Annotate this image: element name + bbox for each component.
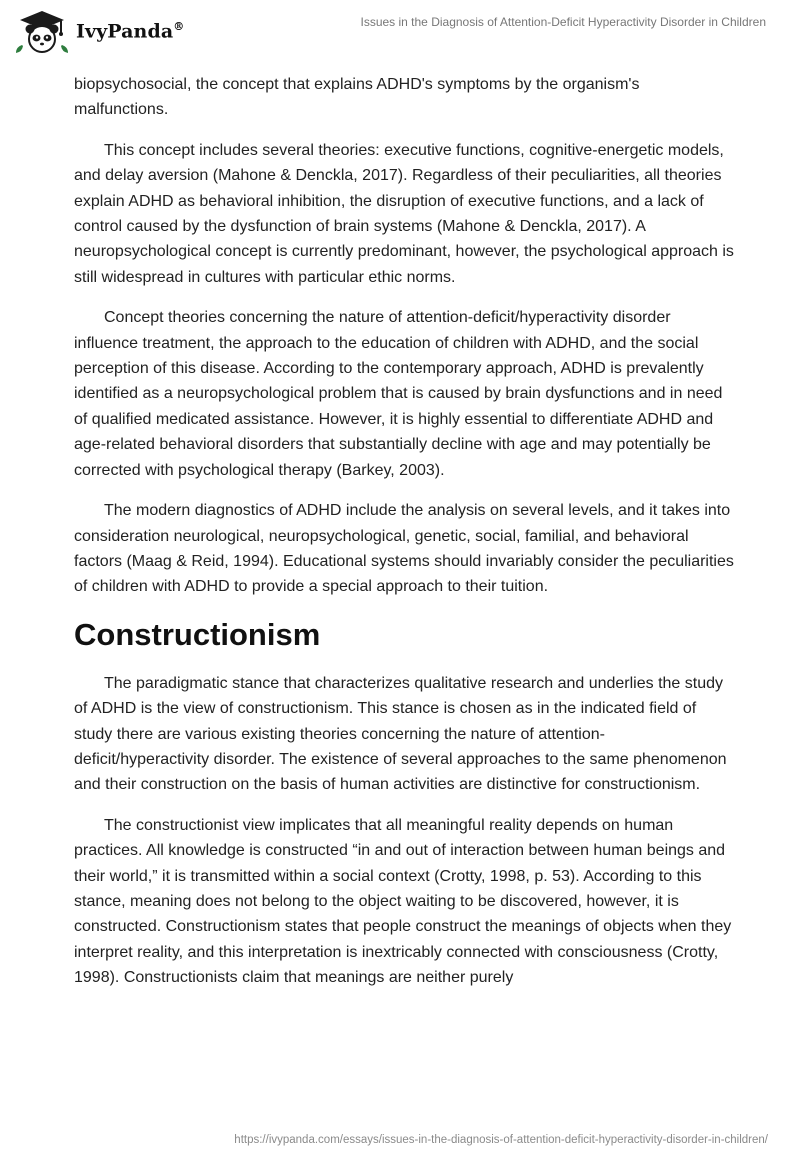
ivypanda-logo[interactable] bbox=[14, 9, 204, 53]
essay-body bbox=[74, 72, 734, 1006]
paragraph: This concept includes several theories: executive functions, cognitive-energetic models, and delay aversion (Mahone & Denckla, 2017). Regardless of their peculiarities, all theories explain ADHD as behavioral inhibition, the disruption of executive functions, and a lack of control caused by the dysfunction of brain systems (Mahone & Denckla, 2017). A neuropsychological concept is currently predominant, however, the psychological approach is still widespread in cultures with particular ethic norms. bbox=[74, 141, 734, 286]
paragraph-continuation: biopsychosocial, the concept that explains ADHD's symptoms by the organism's malfunctions. bbox=[74, 76, 640, 119]
source-url[interactable]: https://ivypanda.com/essays/issues-in-the-diagnosis-of-attention-deficit-hyperactivity-disorder-in-children/ bbox=[234, 1134, 768, 1146]
document-title: Issues in the Diagnosis of Attention-Deficit Hyperactivity Disorder in Children bbox=[360, 15, 766, 29]
section-heading: Constructionism bbox=[74, 616, 321, 652]
paragraph: Concept theories concerning the nature of attention-deficit/hyperactivity disorder influence treatment, the approach to the education of children with ADHD, and the social perception of this disease. According to the contemporary approach, ADHD is prevalently identified as a neuropsychological problem that is caused by brain dysfunctions and in need of qualified medicated assistance. However, it is highly essential to differentiate ADHD and age-related behavioral disorders that substantially decline with age and may potentially be corrected with psychological therapy (Barkey, 2003). bbox=[74, 309, 723, 479]
paragraph: The paradigmatic stance that characterizes qualitative research and underlies the study of ADHD is the view of constructionism. This stance is chosen as in the indicated field of study there are various existing theories concerning the nature of attention-deficit/hyperactivity disorder. The existence of several approaches to the same phenomenon and their construction on the basis of human activities are distinctive for constructionism. bbox=[74, 674, 727, 794]
paragraph: The constructionist view implicates that all meaningful reality depends on human practices. All knowledge is constructed “in and out of interaction between human beings and their world,” it is transmitted within a social context (Crotty, 1998, p. 53). According to this stance, meaning does not belong to the object waiting to be discovered, however, it is constructed. Constructionism states that people construct the meanings of objects when they interpret reality, and this interpretation is inextricably connected with consciousness (Crotty, 1998). Constructionists claim that meanings are neither purely bbox=[74, 816, 732, 987]
logo-wordmark: IvyPanda® bbox=[76, 19, 185, 43]
paragraph: The modern diagnostics of ADHD include the analysis on several levels, and it takes into consideration neurological, neuropsychological, genetic, social, familial, and behavioral factors (Maag & Reid, 1994). Educational systems should invariably consider the peculiarities of children with ADHD to provide a special approach to their tuition. bbox=[74, 502, 734, 596]
panda-graduate-icon bbox=[14, 9, 70, 53]
page-header bbox=[0, 0, 800, 70]
